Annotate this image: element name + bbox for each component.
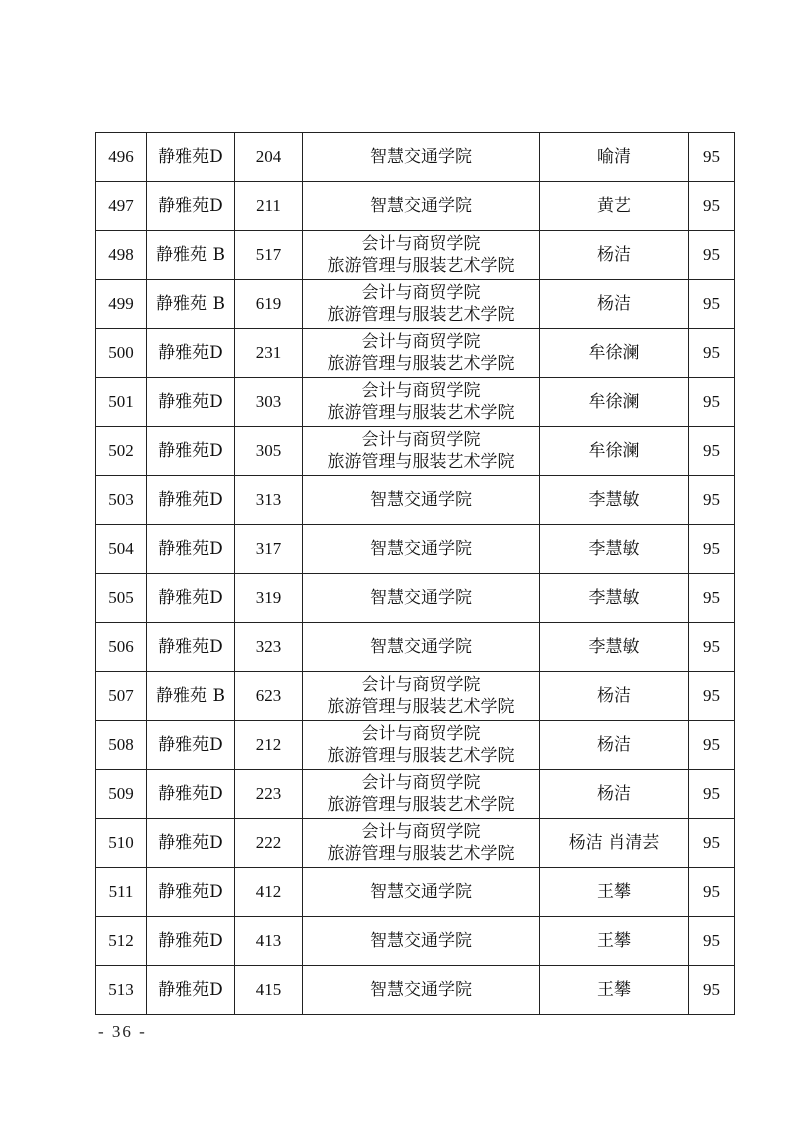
- cell-number: 513: [96, 966, 147, 1015]
- college-name: 旅游管理与服装艺术学院: [327, 256, 515, 276]
- cell-building: 静雅苑D: [147, 819, 235, 868]
- cell-score: 95: [689, 868, 735, 917]
- cell-building: 静雅苑D: [147, 574, 235, 623]
- cell-college: [303, 133, 540, 182]
- cell-person: 喻清: [540, 133, 689, 182]
- table-row: [96, 672, 735, 721]
- college-name: 旅游管理与服装艺术学院: [327, 403, 515, 423]
- cell-room: 212: [235, 721, 303, 770]
- cell-number: 508: [96, 721, 147, 770]
- cell-building: 静雅苑D: [147, 525, 235, 574]
- dormitory-score-table: [95, 132, 735, 1015]
- table-body: [96, 133, 735, 1015]
- cell-room: 412: [235, 868, 303, 917]
- cell-score: 95: [689, 966, 735, 1015]
- college-name: 智慧交通学院: [370, 588, 472, 608]
- cell-number: 511: [96, 868, 147, 917]
- cell-score: 95: [689, 133, 735, 182]
- cell-person: 杨洁: [540, 770, 689, 819]
- cell-score: 95: [689, 525, 735, 574]
- college-name: 旅游管理与服装艺术学院: [327, 844, 515, 864]
- cell-person: 牟徐澜: [540, 329, 689, 378]
- college-name: 会计与商贸学院: [361, 381, 481, 401]
- table-row: [96, 819, 735, 868]
- cell-number: 499: [96, 280, 147, 329]
- cell-college: [303, 770, 540, 819]
- cell-person: 黄艺: [540, 182, 689, 231]
- table-row: [96, 231, 735, 280]
- cell-person: 王攀: [540, 917, 689, 966]
- cell-college: [303, 721, 540, 770]
- cell-person: 牟徐澜: [540, 378, 689, 427]
- college-name: 会计与商贸学院: [361, 724, 481, 744]
- cell-building: 静雅苑 B: [147, 672, 235, 721]
- cell-room: 305: [235, 427, 303, 476]
- cell-room: 211: [235, 182, 303, 231]
- college-name: 会计与商贸学院: [361, 283, 481, 303]
- college-name: 会计与商贸学院: [361, 430, 481, 450]
- college-name: 旅游管理与服装艺术学院: [327, 697, 515, 717]
- cell-college: [303, 378, 540, 427]
- cell-person: 王攀: [540, 868, 689, 917]
- cell-building: 静雅苑D: [147, 770, 235, 819]
- cell-score: 95: [689, 378, 735, 427]
- college-name: 智慧交通学院: [370, 980, 472, 1000]
- table-row: [96, 182, 735, 231]
- college-name: 智慧交通学院: [370, 539, 472, 559]
- cell-score: 95: [689, 231, 735, 280]
- cell-room: 413: [235, 917, 303, 966]
- college-name: 智慧交通学院: [370, 931, 472, 951]
- cell-number: 503: [96, 476, 147, 525]
- college-name: 旅游管理与服装艺术学院: [327, 354, 515, 374]
- table-row: [96, 917, 735, 966]
- cell-person: 杨洁: [540, 721, 689, 770]
- cell-person: 李慧敏: [540, 623, 689, 672]
- college-name: 智慧交通学院: [370, 637, 472, 657]
- cell-score: 95: [689, 476, 735, 525]
- cell-building: 静雅苑D: [147, 917, 235, 966]
- college-name: 旅游管理与服装艺术学院: [327, 305, 515, 325]
- college-name: 智慧交通学院: [370, 147, 472, 167]
- cell-person: 牟徐澜: [540, 427, 689, 476]
- cell-score: 95: [689, 721, 735, 770]
- table-row: [96, 770, 735, 819]
- college-name: 会计与商贸学院: [361, 773, 481, 793]
- college-name: 会计与商贸学院: [361, 675, 481, 695]
- cell-score: 95: [689, 623, 735, 672]
- cell-building: 静雅苑D: [147, 966, 235, 1015]
- college-name: 旅游管理与服装艺术学院: [327, 746, 515, 766]
- table-row: [96, 280, 735, 329]
- cell-building: 静雅苑D: [147, 623, 235, 672]
- table-row: [96, 525, 735, 574]
- cell-number: 497: [96, 182, 147, 231]
- page-number: - 36 -: [98, 1022, 147, 1041]
- cell-building: 静雅苑D: [147, 182, 235, 231]
- table-row: [96, 966, 735, 1015]
- cell-college: [303, 329, 540, 378]
- cell-number: 505: [96, 574, 147, 623]
- cell-room: 619: [235, 280, 303, 329]
- cell-number: 501: [96, 378, 147, 427]
- table-row: [96, 476, 735, 525]
- cell-room: 319: [235, 574, 303, 623]
- cell-building: 静雅苑 B: [147, 231, 235, 280]
- cell-score: 95: [689, 427, 735, 476]
- cell-room: 623: [235, 672, 303, 721]
- cell-college: [303, 476, 540, 525]
- cell-number: 500: [96, 329, 147, 378]
- cell-college: [303, 280, 540, 329]
- cell-number: 502: [96, 427, 147, 476]
- cell-score: 95: [689, 280, 735, 329]
- cell-building: 静雅苑D: [147, 329, 235, 378]
- cell-number: 496: [96, 133, 147, 182]
- cell-college: [303, 868, 540, 917]
- college-name: 旅游管理与服装艺术学院: [327, 795, 515, 815]
- cell-score: 95: [689, 672, 735, 721]
- cell-building: 静雅苑 B: [147, 280, 235, 329]
- cell-number: 498: [96, 231, 147, 280]
- cell-building: 静雅苑D: [147, 868, 235, 917]
- cell-college: [303, 966, 540, 1015]
- cell-number: 512: [96, 917, 147, 966]
- cell-building: 静雅苑D: [147, 721, 235, 770]
- college-name: 智慧交通学院: [370, 882, 472, 902]
- cell-score: 95: [689, 574, 735, 623]
- cell-college: [303, 231, 540, 280]
- cell-score: 95: [689, 329, 735, 378]
- cell-college: [303, 574, 540, 623]
- cell-score: 95: [689, 182, 735, 231]
- table-row: [96, 868, 735, 917]
- cell-room: 204: [235, 133, 303, 182]
- table-row: [96, 329, 735, 378]
- table-row: [96, 427, 735, 476]
- table-row: [96, 378, 735, 427]
- cell-number: 510: [96, 819, 147, 868]
- table-row: [96, 623, 735, 672]
- cell-number: 507: [96, 672, 147, 721]
- cell-number: 506: [96, 623, 147, 672]
- table-row: [96, 574, 735, 623]
- cell-person: 李慧敏: [540, 574, 689, 623]
- cell-room: 317: [235, 525, 303, 574]
- cell-number: 509: [96, 770, 147, 819]
- college-name: 会计与商贸学院: [361, 234, 481, 254]
- college-name: 会计与商贸学院: [361, 332, 481, 352]
- cell-college: [303, 427, 540, 476]
- cell-college: [303, 182, 540, 231]
- cell-building: 静雅苑D: [147, 133, 235, 182]
- cell-person: 杨洁: [540, 672, 689, 721]
- college-name: 旅游管理与服装艺术学院: [327, 452, 515, 472]
- cell-building: 静雅苑D: [147, 427, 235, 476]
- cell-room: 313: [235, 476, 303, 525]
- cell-person: 杨洁: [540, 280, 689, 329]
- cell-room: 415: [235, 966, 303, 1015]
- cell-number: 504: [96, 525, 147, 574]
- cell-building: 静雅苑D: [147, 378, 235, 427]
- table-row: [96, 721, 735, 770]
- cell-room: 303: [235, 378, 303, 427]
- cell-college: [303, 623, 540, 672]
- cell-room: 222: [235, 819, 303, 868]
- cell-room: 223: [235, 770, 303, 819]
- table-row: [96, 133, 735, 182]
- college-name: 智慧交通学院: [370, 490, 472, 510]
- cell-person: 杨洁: [540, 231, 689, 280]
- college-name: 智慧交通学院: [370, 196, 472, 216]
- cell-score: 95: [689, 770, 735, 819]
- cell-person: 李慧敏: [540, 476, 689, 525]
- cell-room: 323: [235, 623, 303, 672]
- cell-building: 静雅苑D: [147, 476, 235, 525]
- cell-person: 李慧敏: [540, 525, 689, 574]
- cell-college: [303, 525, 540, 574]
- cell-score: 95: [689, 917, 735, 966]
- cell-room: 517: [235, 231, 303, 280]
- cell-college: [303, 672, 540, 721]
- college-name: 会计与商贸学院: [361, 822, 481, 842]
- cell-person: 王攀: [540, 966, 689, 1015]
- cell-score: 95: [689, 819, 735, 868]
- cell-person: 杨洁 肖清芸: [540, 819, 689, 868]
- cell-college: [303, 917, 540, 966]
- cell-room: 231: [235, 329, 303, 378]
- cell-college: [303, 819, 540, 868]
